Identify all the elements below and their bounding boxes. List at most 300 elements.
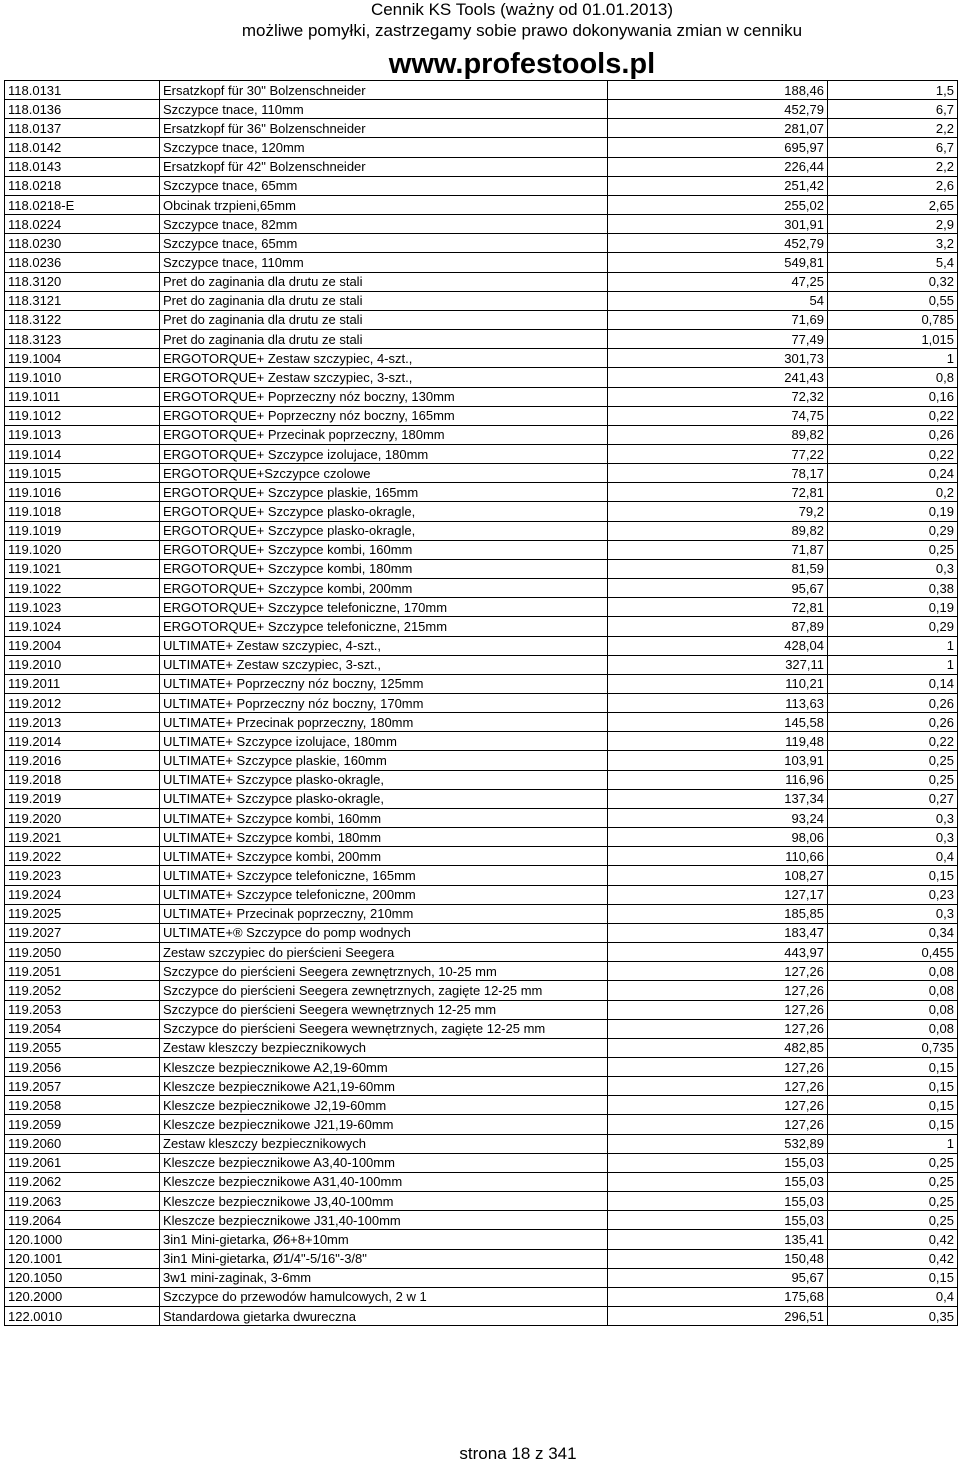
product-price-cell: 155,03 — [608, 1172, 828, 1191]
product-code-cell: 119.2060 — [5, 1134, 160, 1153]
product-weight-cell: 2,2 — [828, 119, 958, 138]
product-weight-cell: 0,22 — [828, 732, 958, 751]
product-code-cell: 118.0136 — [5, 100, 160, 119]
product-price-cell: 549,81 — [608, 253, 828, 272]
product-code-cell: 119.2022 — [5, 847, 160, 866]
product-price-cell: 74,75 — [608, 406, 828, 425]
product-code-cell: 119.2024 — [5, 885, 160, 904]
product-code-cell: 119.2010 — [5, 655, 160, 674]
table-row — [5, 789, 958, 808]
product-code-cell: 118.0218-E — [5, 195, 160, 214]
product-name-cell: Pret do zaginania dla drutu ze stali — [160, 291, 608, 310]
product-weight-cell: 0,32 — [828, 272, 958, 291]
product-code-cell: 119.2052 — [5, 981, 160, 1000]
product-code-cell: 118.3123 — [5, 330, 160, 349]
product-code-cell: 119.2004 — [5, 636, 160, 655]
product-price-cell: 695,97 — [608, 138, 828, 157]
product-code-cell: 118.0230 — [5, 234, 160, 253]
table-row — [5, 923, 958, 942]
table-row — [5, 885, 958, 904]
table-row — [5, 579, 958, 598]
product-name-cell: Kleszcze bezpiecznikowe A3,40-100mm — [160, 1153, 608, 1172]
disclaimer-text: możliwe pomyłki, zastrzegamy sobie prawo dokonywania zmian w cenniku — [241, 21, 803, 40]
table-row — [5, 1153, 958, 1172]
table-row — [5, 253, 958, 272]
table-row — [5, 330, 958, 349]
product-weight-cell: 0,735 — [828, 1038, 958, 1057]
product-name-cell: Pret do zaginania dla drutu ze stali — [160, 310, 608, 329]
product-name-cell: ULTIMATE+ Przecinak poprzeczny, 180mm — [160, 713, 608, 732]
product-weight-cell: 0,22 — [828, 444, 958, 463]
product-name-cell: Szczypce do pierścieni Seegera zewnętrznych, 10-25 mm — [160, 962, 608, 981]
product-weight-cell: 0,42 — [828, 1249, 958, 1268]
product-weight-cell: 0,34 — [828, 923, 958, 942]
product-weight-cell: 0,25 — [828, 770, 958, 789]
product-code-cell: 119.2027 — [5, 923, 160, 942]
table-row — [5, 272, 958, 291]
product-weight-cell: 1 — [828, 636, 958, 655]
product-weight-cell: 0,14 — [828, 674, 958, 693]
product-weight-cell: 0,25 — [828, 751, 958, 770]
table-row — [5, 847, 958, 866]
product-code-cell: 119.2016 — [5, 751, 160, 770]
table-row — [5, 176, 958, 195]
table-row — [5, 1038, 958, 1057]
product-price-cell: 127,17 — [608, 885, 828, 904]
product-code-cell: 119.2023 — [5, 866, 160, 885]
table-row — [5, 195, 958, 214]
product-price-cell: 113,63 — [608, 694, 828, 713]
product-price-cell: 301,91 — [608, 215, 828, 234]
product-price-cell: 54 — [608, 291, 828, 310]
product-weight-cell: 1,5 — [828, 81, 958, 100]
product-price-cell: 296,51 — [608, 1307, 828, 1326]
product-weight-cell: 0,25 — [828, 1172, 958, 1191]
product-name-cell: ULTIMATE+ Szczypce izolujace, 180mm — [160, 732, 608, 751]
table-row — [5, 349, 958, 368]
product-weight-cell: 0,3 — [828, 828, 958, 847]
product-price-cell: 93,24 — [608, 808, 828, 827]
product-price-cell: 127,26 — [608, 1019, 828, 1038]
table-row — [5, 1057, 958, 1076]
product-code-cell: 120.2000 — [5, 1287, 160, 1306]
table-row — [5, 617, 958, 636]
product-price-cell: 281,07 — [608, 119, 828, 138]
product-name-cell: Szczypce tnace, 110mm — [160, 253, 608, 272]
product-price-cell: 301,73 — [608, 349, 828, 368]
product-name-cell: ULTIMATE+ Zestaw szczypiec, 3-szt., — [160, 655, 608, 674]
product-name-cell: Ersatzkopf für 36" Bolzenschneider — [160, 119, 608, 138]
product-name-cell: Ersatzkopf für 30" Bolzenschneider — [160, 81, 608, 100]
table-row — [5, 215, 958, 234]
product-name-cell: Szczypce do pierścieni Seegera zewnętrznych, zagięte 12-25 mm — [160, 981, 608, 1000]
product-price-cell: 188,46 — [608, 81, 828, 100]
page-header — [0, 0, 960, 82]
product-weight-cell: 0,455 — [828, 943, 958, 962]
product-name-cell: ULTIMATE+ Szczypce telefoniczne, 165mm — [160, 866, 608, 885]
product-code-cell: 119.2055 — [5, 1038, 160, 1057]
product-name-cell: ERGOTORQUE+ Zestaw szczypiec, 4-szt., — [160, 349, 608, 368]
table-row — [5, 387, 958, 406]
product-price-cell: 428,04 — [608, 636, 828, 655]
product-name-cell: ERGOTORQUE+ Przecinak poprzeczny, 180mm — [160, 425, 608, 444]
product-weight-cell: 6,7 — [828, 100, 958, 119]
product-weight-cell: 0,3 — [828, 559, 958, 578]
table-row — [5, 368, 958, 387]
table-row — [5, 674, 958, 693]
product-name-cell: ERGOTORQUE+ Szczypce izolujace, 180mm — [160, 444, 608, 463]
table-row — [5, 138, 958, 157]
table-row — [5, 713, 958, 732]
product-weight-cell: 0,25 — [828, 540, 958, 559]
product-name-cell: Szczypce tnace, 110mm — [160, 100, 608, 119]
product-weight-cell: 1 — [828, 349, 958, 368]
table-row — [5, 540, 958, 559]
product-code-cell: 119.2057 — [5, 1077, 160, 1096]
product-code-cell: 119.1013 — [5, 425, 160, 444]
product-price-cell: 72,81 — [608, 598, 828, 617]
product-price-cell: 183,47 — [608, 923, 828, 942]
product-code-cell: 119.2019 — [5, 789, 160, 808]
product-weight-cell: 0,15 — [828, 866, 958, 885]
product-code-cell: 119.1011 — [5, 387, 160, 406]
product-code-cell: 118.0137 — [5, 119, 160, 138]
table-row — [5, 310, 958, 329]
product-price-cell: 137,34 — [608, 789, 828, 808]
product-code-cell: 119.2051 — [5, 962, 160, 981]
table-row — [5, 1019, 958, 1038]
page-number: strona 18 z 341 — [459, 1444, 577, 1463]
product-code-cell: 119.1019 — [5, 521, 160, 540]
product-code-cell: 118.3120 — [5, 272, 160, 291]
product-code-cell: 119.1023 — [5, 598, 160, 617]
product-weight-cell: 0,25 — [828, 1153, 958, 1172]
product-code-cell: 119.2054 — [5, 1019, 160, 1038]
product-name-cell: ULTIMATE+ Poprzeczny nóz boczny, 125mm — [160, 674, 608, 693]
product-weight-cell: 0,4 — [828, 847, 958, 866]
product-price-cell: 77,22 — [608, 444, 828, 463]
product-weight-cell: 0,26 — [828, 713, 958, 732]
product-code-cell: 122.0010 — [5, 1307, 160, 1326]
product-price-cell: 127,26 — [608, 1000, 828, 1019]
price-list-title: Cennik KS Tools (ważny od 01.01.2013) — [370, 0, 674, 19]
product-weight-cell: 0,55 — [828, 291, 958, 310]
product-price-cell: 89,82 — [608, 521, 828, 540]
product-code-cell: 119.2018 — [5, 770, 160, 789]
table-row — [5, 425, 958, 444]
product-price-cell: 127,26 — [608, 981, 828, 1000]
product-price-cell: 108,27 — [608, 866, 828, 885]
product-weight-cell: 0,08 — [828, 1019, 958, 1038]
product-price-cell: 127,26 — [608, 1057, 828, 1076]
product-weight-cell: 2,9 — [828, 215, 958, 234]
product-price-cell: 452,79 — [608, 234, 828, 253]
table-row — [5, 828, 958, 847]
product-weight-cell: 2,65 — [828, 195, 958, 214]
product-code-cell: 118.0143 — [5, 157, 160, 176]
product-code-cell: 119.2064 — [5, 1211, 160, 1230]
product-code-cell: 120.1001 — [5, 1249, 160, 1268]
product-code-cell: 119.1018 — [5, 502, 160, 521]
product-name-cell: ERGOTORQUE+ Szczypce telefoniczne, 170mm — [160, 598, 608, 617]
product-name-cell: Zestaw kleszczy bezpiecznikowych — [160, 1038, 608, 1057]
product-price-cell: 119,48 — [608, 732, 828, 751]
product-weight-cell: 0,4 — [828, 1287, 958, 1306]
table-row — [5, 100, 958, 119]
table-row — [5, 1307, 958, 1326]
price-table-body — [5, 81, 958, 1326]
product-code-cell: 119.2061 — [5, 1153, 160, 1172]
product-price-cell: 103,91 — [608, 751, 828, 770]
table-row — [5, 962, 958, 981]
product-name-cell: Szczypce tnace, 82mm — [160, 215, 608, 234]
table-row — [5, 559, 958, 578]
table-row — [5, 1268, 958, 1287]
product-price-cell: 155,03 — [608, 1192, 828, 1211]
product-code-cell: 119.2012 — [5, 694, 160, 713]
table-row — [5, 291, 958, 310]
product-name-cell: ULTIMATE+ Przecinak poprzeczny, 210mm — [160, 904, 608, 923]
product-weight-cell: 0,23 — [828, 885, 958, 904]
product-name-cell: ERGOTORQUE+ Poprzeczny nóz boczny, 165mm — [160, 406, 608, 425]
product-price-cell: 452,79 — [608, 100, 828, 119]
product-weight-cell: 0,42 — [828, 1230, 958, 1249]
product-weight-cell: 1 — [828, 655, 958, 674]
product-name-cell: Szczypce do pierścieni Seegera wewnętrznych, zagięte 12-25 mm — [160, 1019, 608, 1038]
product-weight-cell: 0,15 — [828, 1077, 958, 1096]
product-weight-cell: 0,3 — [828, 904, 958, 923]
table-row — [5, 751, 958, 770]
product-name-cell: Ersatzkopf für 42" Bolzenschneider — [160, 157, 608, 176]
product-name-cell: Szczypce do przewodów hamulcowych, 2 w 1 — [160, 1287, 608, 1306]
product-name-cell: 3in1 Mini-gietarka, Ø6+8+10mm — [160, 1230, 608, 1249]
product-weight-cell: 0,38 — [828, 579, 958, 598]
website-link[interactable]: www.profestools.pl — [388, 48, 656, 80]
product-weight-cell: 0,27 — [828, 789, 958, 808]
table-row — [5, 1172, 958, 1191]
product-weight-cell: 0,8 — [828, 368, 958, 387]
table-row — [5, 655, 958, 674]
product-price-cell: 77,49 — [608, 330, 828, 349]
product-code-cell: 120.1050 — [5, 1268, 160, 1287]
product-code-cell: 119.2062 — [5, 1172, 160, 1191]
product-name-cell: ERGOTORQUE+ Szczypce plasko-okragle, — [160, 521, 608, 540]
product-name-cell: ULTIMATE+ Szczypce kombi, 180mm — [160, 828, 608, 847]
table-row — [5, 732, 958, 751]
product-name-cell: Pret do zaginania dla drutu ze stali — [160, 330, 608, 349]
product-weight-cell: 0,26 — [828, 425, 958, 444]
product-name-cell: ERGOTORQUE+ Szczypce plasko-okragle, — [160, 502, 608, 521]
product-weight-cell: 0,19 — [828, 598, 958, 617]
product-price-cell: 185,85 — [608, 904, 828, 923]
product-price-cell: 226,44 — [608, 157, 828, 176]
product-code-cell: 119.2014 — [5, 732, 160, 751]
product-name-cell: ULTIMATE+ Szczypce kombi, 200mm — [160, 847, 608, 866]
product-code-cell: 119.1021 — [5, 559, 160, 578]
product-name-cell: ULTIMATE+ Szczypce telefoniczne, 200mm — [160, 885, 608, 904]
product-code-cell: 119.2058 — [5, 1096, 160, 1115]
product-weight-cell: 0,3 — [828, 808, 958, 827]
product-price-cell: 95,67 — [608, 1268, 828, 1287]
product-code-cell: 119.2025 — [5, 904, 160, 923]
product-name-cell: ULTIMATE+ Szczypce plasko-okragle, — [160, 770, 608, 789]
product-name-cell: ERGOTORQUE+ Szczypce plaskie, 165mm — [160, 483, 608, 502]
table-row — [5, 1287, 958, 1306]
product-price-cell: 145,58 — [608, 713, 828, 732]
product-price-cell: 95,67 — [608, 579, 828, 598]
product-code-cell: 119.1014 — [5, 444, 160, 463]
product-code-cell: 119.2021 — [5, 828, 160, 847]
product-price-cell: 89,82 — [608, 425, 828, 444]
product-name-cell: ULTIMATE+ Poprzeczny nóz boczny, 170mm — [160, 694, 608, 713]
product-code-cell: 119.1004 — [5, 349, 160, 368]
product-weight-cell: 1,015 — [828, 330, 958, 349]
product-name-cell: Zestaw szczypiec do pierścieni Seegera — [160, 943, 608, 962]
product-price-cell: 47,25 — [608, 272, 828, 291]
product-name-cell: Kleszcze bezpiecznikowe A2,19-60mm — [160, 1057, 608, 1076]
product-name-cell: ERGOTORQUE+Szczypce czolowe — [160, 464, 608, 483]
product-name-cell: ERGOTORQUE+ Szczypce telefoniczne, 215mm — [160, 617, 608, 636]
product-weight-cell: 3,2 — [828, 234, 958, 253]
product-weight-cell: 0,2 — [828, 483, 958, 502]
product-code-cell: 118.0142 — [5, 138, 160, 157]
table-row — [5, 444, 958, 463]
product-name-cell: Szczypce tnace, 65mm — [160, 234, 608, 253]
table-row — [5, 502, 958, 521]
product-name-cell: Standardowa gietarka dwureczna — [160, 1307, 608, 1326]
product-price-cell: 255,02 — [608, 195, 828, 214]
table-row — [5, 81, 958, 100]
product-code-cell: 119.2056 — [5, 1057, 160, 1076]
table-row — [5, 770, 958, 789]
product-code-cell: 118.0131 — [5, 81, 160, 100]
product-price-cell: 71,87 — [608, 540, 828, 559]
product-code-cell: 119.2063 — [5, 1192, 160, 1211]
product-code-cell: 119.1010 — [5, 368, 160, 387]
product-name-cell: Kleszcze bezpiecznikowe J31,40-100mm — [160, 1211, 608, 1230]
product-name-cell: ULTIMATE+ Szczypce plasko-okragle, — [160, 789, 608, 808]
product-price-cell: 72,81 — [608, 483, 828, 502]
product-code-cell: 120.1000 — [5, 1230, 160, 1249]
product-price-cell: 175,68 — [608, 1287, 828, 1306]
product-weight-cell: 5,4 — [828, 253, 958, 272]
product-price-cell: 127,26 — [608, 1096, 828, 1115]
product-weight-cell: 0,19 — [828, 502, 958, 521]
product-name-cell: Obcinak trzpieni,65mm — [160, 195, 608, 214]
product-code-cell: 119.2050 — [5, 943, 160, 962]
product-name-cell: Kleszcze bezpiecznikowe A31,40-100mm — [160, 1172, 608, 1191]
product-weight-cell: 0,08 — [828, 962, 958, 981]
product-code-cell: 119.1016 — [5, 483, 160, 502]
product-name-cell: Kleszcze bezpiecznikowe J21,19-60mm — [160, 1115, 608, 1134]
product-name-cell: ERGOTORQUE+ Zestaw szczypiec, 3-szt., — [160, 368, 608, 387]
product-name-cell: ERGOTORQUE+ Poprzeczny nóz boczny, 130mm — [160, 387, 608, 406]
product-price-cell: 532,89 — [608, 1134, 828, 1153]
table-row — [5, 598, 958, 617]
product-price-cell: 150,48 — [608, 1249, 828, 1268]
product-price-cell: 79,2 — [608, 502, 828, 521]
product-name-cell: Pret do zaginania dla drutu ze stali — [160, 272, 608, 291]
product-weight-cell: 1 — [828, 1134, 958, 1153]
product-name-cell: 3in1 Mini-gietarka, Ø1/4"-5/16"-3/8" — [160, 1249, 608, 1268]
table-row — [5, 1249, 958, 1268]
table-row — [5, 1192, 958, 1211]
table-row — [5, 981, 958, 1000]
product-price-cell: 98,06 — [608, 828, 828, 847]
product-code-cell: 119.2059 — [5, 1115, 160, 1134]
table-row — [5, 1115, 958, 1134]
product-name-cell: ULTIMATE+® Szczypce do pomp wodnych — [160, 923, 608, 942]
product-code-cell: 119.2013 — [5, 713, 160, 732]
product-price-cell: 110,21 — [608, 674, 828, 693]
table-row — [5, 694, 958, 713]
product-name-cell: ULTIMATE+ Szczypce kombi, 160mm — [160, 808, 608, 827]
table-row — [5, 1096, 958, 1115]
table-row — [5, 234, 958, 253]
product-weight-cell: 0,08 — [828, 1000, 958, 1019]
product-name-cell: Szczypce tnace, 120mm — [160, 138, 608, 157]
product-code-cell: 118.3121 — [5, 291, 160, 310]
table-row — [5, 1000, 958, 1019]
product-weight-cell: 0,15 — [828, 1057, 958, 1076]
product-name-cell: 3w1 mini-zaginak, 3-6mm — [160, 1268, 608, 1287]
product-name-cell: ULTIMATE+ Zestaw szczypiec, 4-szt., — [160, 636, 608, 655]
product-name-cell: Zestaw kleszczy bezpiecznikowych — [160, 1134, 608, 1153]
product-name-cell: ERGOTORQUE+ Szczypce kombi, 180mm — [160, 559, 608, 578]
product-code-cell: 119.2020 — [5, 808, 160, 827]
product-weight-cell: 0,24 — [828, 464, 958, 483]
product-weight-cell: 0,22 — [828, 406, 958, 425]
product-code-cell: 118.3122 — [5, 310, 160, 329]
product-price-cell: 155,03 — [608, 1211, 828, 1230]
product-code-cell: 119.2011 — [5, 674, 160, 693]
product-code-cell: 119.1024 — [5, 617, 160, 636]
product-price-cell: 155,03 — [608, 1153, 828, 1172]
product-weight-cell: 2,6 — [828, 176, 958, 195]
product-code-cell: 118.0236 — [5, 253, 160, 272]
product-price-cell: 78,17 — [608, 464, 828, 483]
table-row — [5, 866, 958, 885]
product-weight-cell: 0,26 — [828, 694, 958, 713]
product-price-cell: 241,43 — [608, 368, 828, 387]
table-row — [5, 1230, 958, 1249]
product-code-cell: 119.2053 — [5, 1000, 160, 1019]
product-price-cell: 135,41 — [608, 1230, 828, 1249]
table-row — [5, 521, 958, 540]
product-name-cell: ERGOTORQUE+ Szczypce kombi, 200mm — [160, 579, 608, 598]
table-row — [5, 464, 958, 483]
product-price-cell: 327,11 — [608, 655, 828, 674]
product-weight-cell: 0,25 — [828, 1211, 958, 1230]
product-weight-cell: 0,15 — [828, 1268, 958, 1287]
product-name-cell: Kleszcze bezpiecznikowe J3,40-100mm — [160, 1192, 608, 1211]
product-name-cell: Kleszcze bezpiecznikowe A21,19-60mm — [160, 1077, 608, 1096]
product-code-cell: 118.0224 — [5, 215, 160, 234]
table-row — [5, 636, 958, 655]
product-weight-cell: 0,785 — [828, 310, 958, 329]
product-weight-cell: 0,16 — [828, 387, 958, 406]
product-price-cell: 251,42 — [608, 176, 828, 195]
product-code-cell: 119.1022 — [5, 579, 160, 598]
product-price-cell: 87,89 — [608, 617, 828, 636]
product-weight-cell: 0,35 — [828, 1307, 958, 1326]
product-price-cell: 127,26 — [608, 962, 828, 981]
product-weight-cell: 0,08 — [828, 981, 958, 1000]
table-row — [5, 1134, 958, 1153]
product-weight-cell: 0,25 — [828, 1192, 958, 1211]
table-row — [5, 808, 958, 827]
product-weight-cell: 0,15 — [828, 1096, 958, 1115]
